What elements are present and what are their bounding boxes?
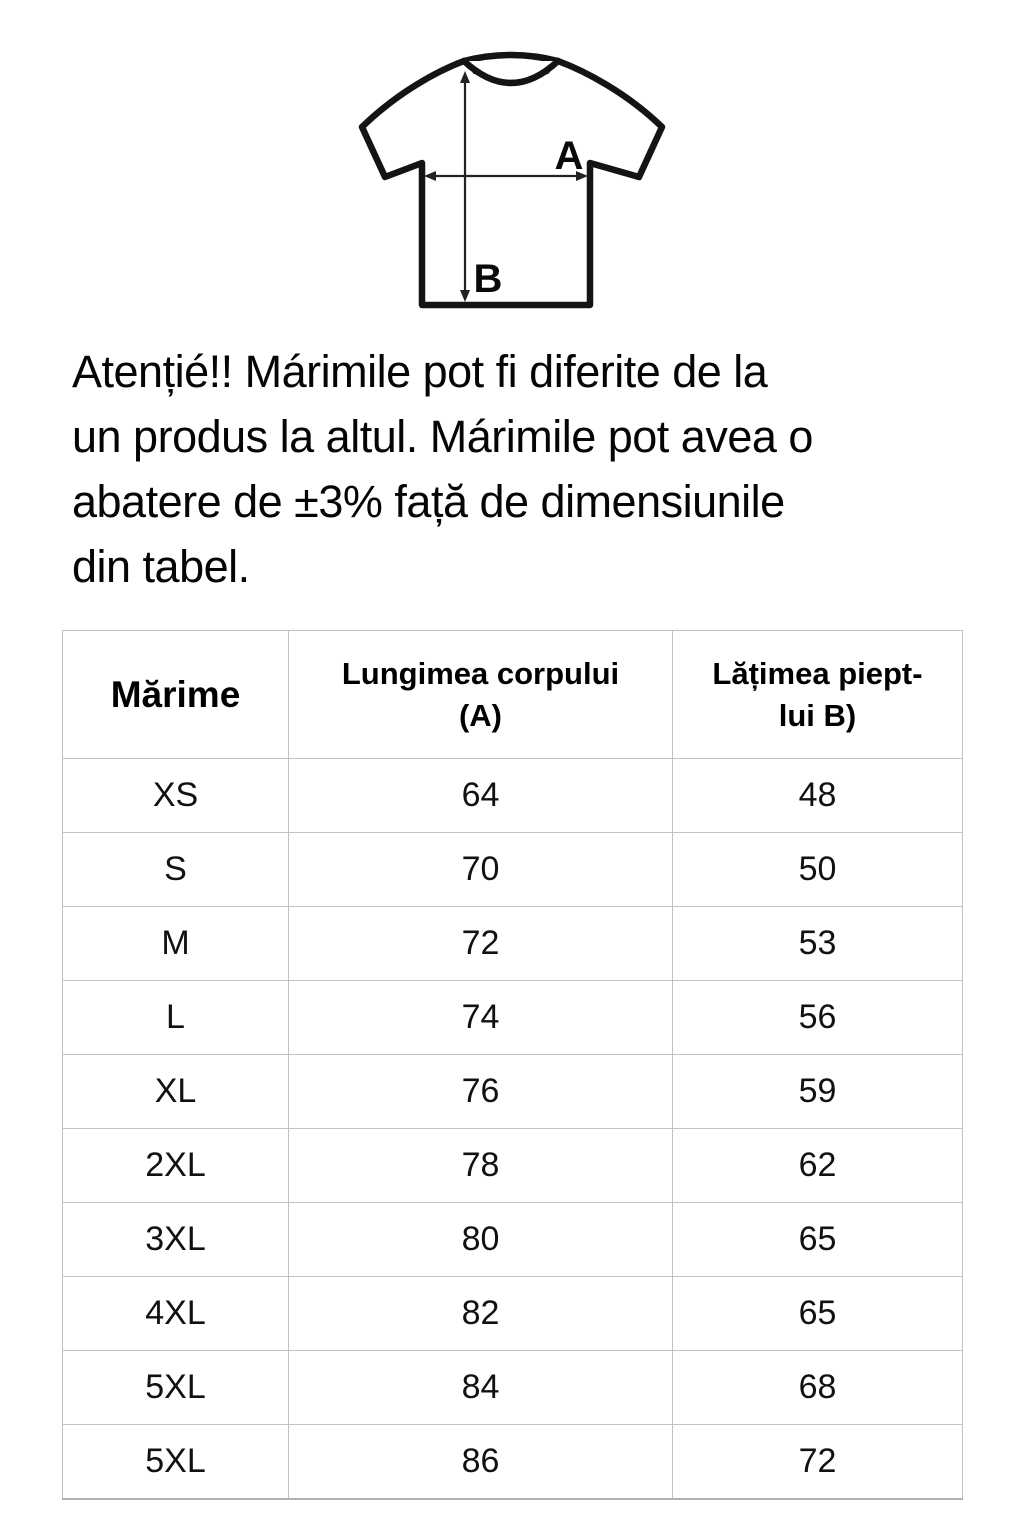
header-body-length [289, 631, 673, 759]
table-header-row [63, 631, 963, 759]
header-body-length-line2: (A) [458, 697, 503, 733]
chest-cell: 50 [673, 833, 963, 907]
length-cell: 76 [289, 1055, 673, 1129]
size-cell: 4XL [63, 1277, 289, 1351]
chest-cell: 72 [673, 1425, 963, 1499]
tshirt-body-path [362, 61, 662, 305]
size-cell: 2XL [63, 1129, 289, 1203]
size-cell: XL [63, 1055, 289, 1129]
label-a: A [554, 134, 584, 178]
size-cell: M [63, 907, 289, 981]
length-cell: 72 [289, 907, 673, 981]
size-cell: 3XL [63, 1203, 289, 1277]
size-cell: L [63, 981, 289, 1055]
chest-cell: 65 [673, 1203, 963, 1277]
chest-cell: 65 [673, 1277, 963, 1351]
warning-line: un produs la altul. Márimile pot avea o [72, 411, 813, 462]
header-chest-width [673, 631, 963, 759]
size-table [62, 630, 963, 1500]
warning-line: abatere de ±3% față de dimensiunile [72, 476, 785, 527]
size-cell: XS [63, 759, 289, 833]
table-row [63, 1277, 963, 1351]
chest-cell: 56 [673, 981, 963, 1055]
tshirt-backneck-path [464, 55, 558, 61]
table-row [63, 981, 963, 1055]
label-b: B [473, 257, 503, 301]
table-row [63, 1351, 963, 1425]
table-row [63, 1425, 963, 1499]
tshirt-diagram [352, 45, 672, 315]
chest-cell: 48 [673, 759, 963, 833]
chest-cell: 53 [673, 907, 963, 981]
length-cell: 64 [289, 759, 673, 833]
length-cell: 84 [289, 1351, 673, 1425]
tshirt-outline-icon [352, 45, 672, 315]
warning-line: din tabel. [72, 541, 250, 592]
size-warning-text [72, 339, 976, 599]
table-row [63, 1129, 963, 1203]
header-chest-width-line2: lui B) [778, 697, 857, 733]
size-cell: S [63, 833, 289, 907]
chest-cell: 62 [673, 1129, 963, 1203]
table-row [63, 907, 963, 981]
warning-line: Atențié!! Márimile pot fi diferite de la [72, 346, 768, 397]
chest-cell: 59 [673, 1055, 963, 1129]
length-cell: 82 [289, 1277, 673, 1351]
table-row [63, 759, 963, 833]
length-cell: 74 [289, 981, 673, 1055]
table-row [63, 1055, 963, 1129]
size-cell: 5XL [63, 1351, 289, 1425]
length-cell: 86 [289, 1425, 673, 1499]
table-row [63, 1203, 963, 1277]
length-cell: 80 [289, 1203, 673, 1277]
size-cell: 5XL [63, 1425, 289, 1499]
header-body-length-line1: Lungimea corpului [341, 655, 620, 691]
chest-cell: 68 [673, 1351, 963, 1425]
header-size: Mărime [63, 631, 289, 759]
length-cell: 70 [289, 833, 673, 907]
length-cell: 78 [289, 1129, 673, 1203]
table-row [63, 833, 963, 907]
header-chest-width-line1: Lățimea piept- [712, 655, 923, 691]
